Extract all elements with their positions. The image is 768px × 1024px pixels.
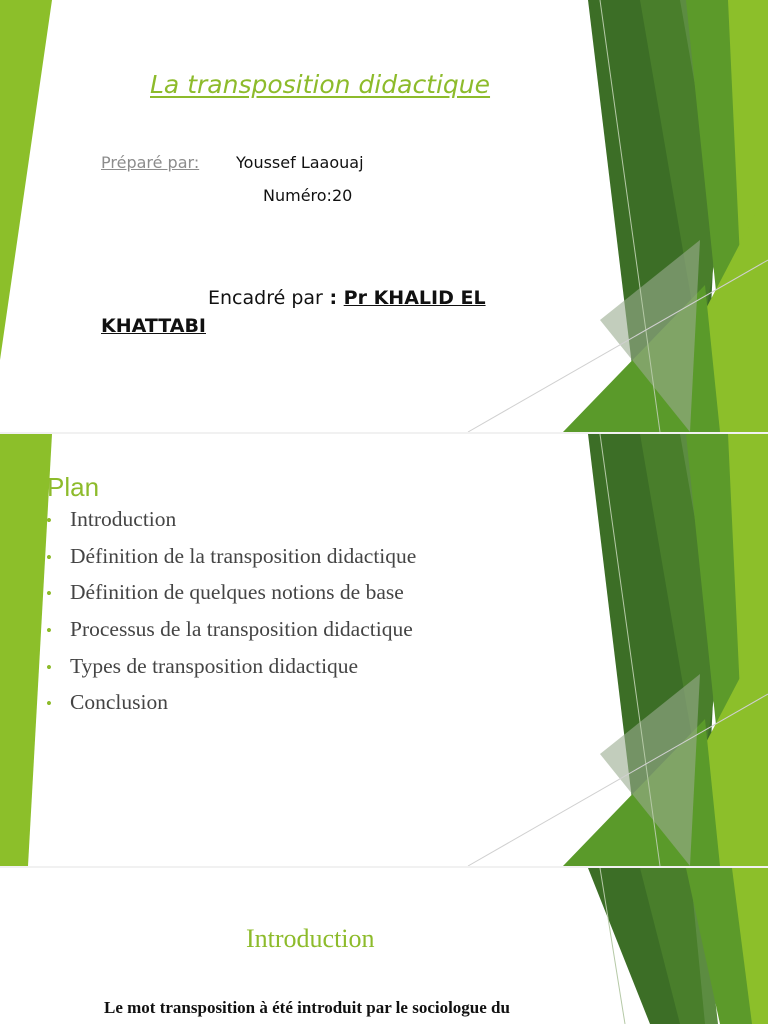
- supervisor-name: Pr KHALID EL KHATTABI: [101, 287, 486, 337]
- student-number: Numéro:20: [263, 186, 353, 205]
- plan-list: [46, 506, 416, 726]
- list-item: [46, 616, 416, 653]
- title-slide: [0, 0, 768, 432]
- list-item: [46, 506, 416, 543]
- bullet-icon: •: [46, 621, 52, 641]
- bullet-icon: •: [46, 547, 52, 567]
- supervised-colon: :: [322, 287, 344, 309]
- prepared-by-label: Préparé par:: [101, 153, 200, 172]
- presentation-title: La transposition didactique: [150, 70, 491, 99]
- list-item-label: Définition de quelques notions de base: [70, 580, 404, 605]
- list-item-label: Types de transposition didactique: [70, 653, 359, 678]
- intro-paragraph: Le mot transposition à été introduit par le sociologue du: [104, 998, 510, 1017]
- bullet-icon: •: [46, 511, 52, 530]
- list-item-label: Processus de la transposition didactique: [70, 617, 413, 642]
- list-item: [46, 653, 416, 690]
- list-item-label: Conclusion: [70, 690, 168, 715]
- bullet-icon: •: [46, 657, 52, 677]
- list-item-label: Introduction: [70, 507, 177, 531]
- list-item: [46, 579, 416, 616]
- bullet-icon: •: [46, 584, 52, 604]
- bullet-icon: •: [46, 694, 52, 714]
- plan-heading: Plan: [47, 472, 100, 502]
- list-item: [46, 689, 416, 726]
- supervisor-line: [101, 284, 531, 340]
- plan-slide: [0, 434, 768, 866]
- author-name: Youssef Laaouaj: [236, 153, 364, 172]
- introduction-slide: [0, 868, 768, 1024]
- green-decoration: [0, 0, 768, 432]
- section-title: Introduction: [246, 924, 375, 953]
- list-item-label: Définition de la transposition didactique: [70, 543, 417, 568]
- supervised-by-label: Encadré par: [208, 287, 323, 309]
- list-item: [46, 543, 416, 580]
